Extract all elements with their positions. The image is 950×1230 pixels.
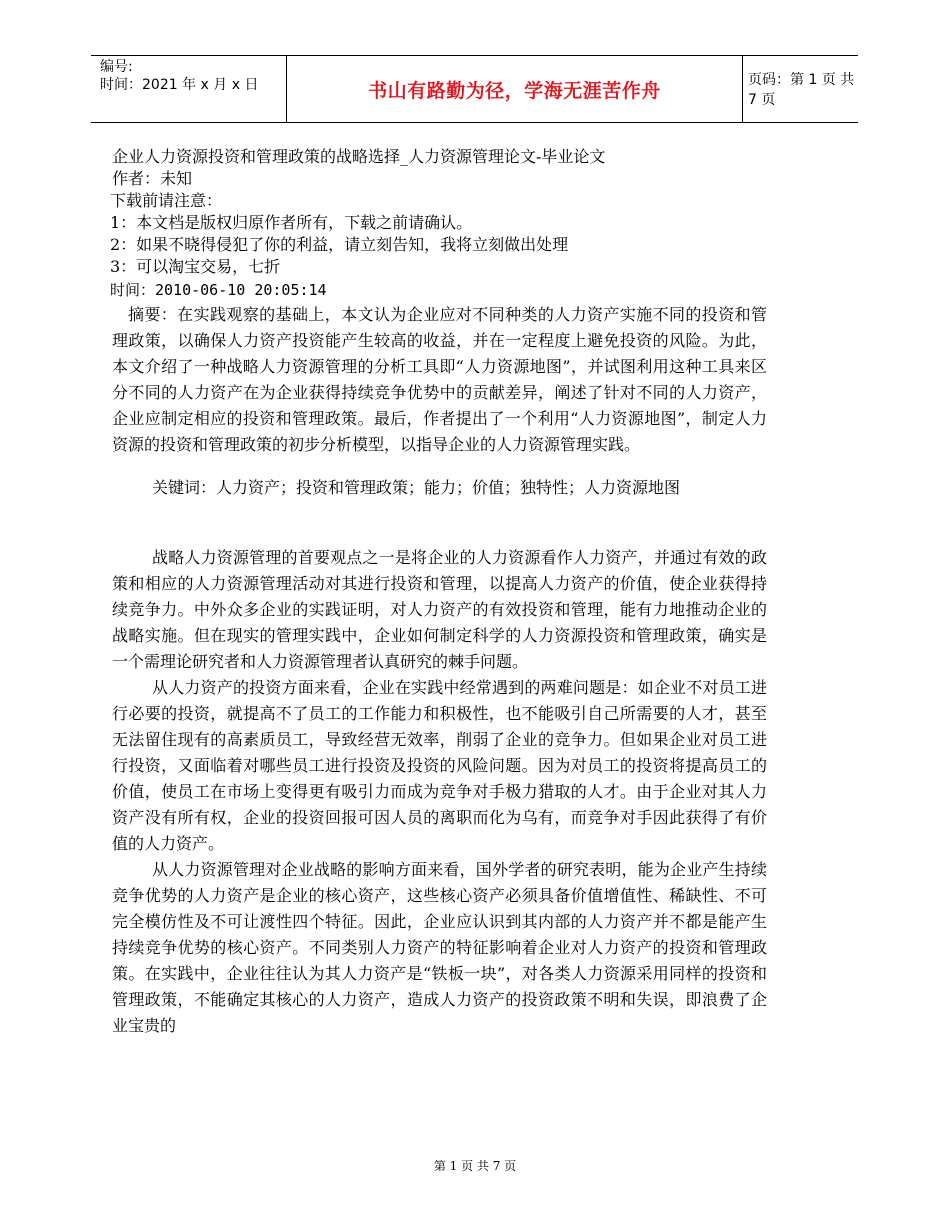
notice-item: 2：如果不晓得侵犯了你的利益，请立刻告知，我将立刻做出处理 bbox=[110, 235, 569, 254]
header-page-cell bbox=[742, 56, 858, 122]
body-paragraph: 从人力资源管理对企业战略的影响方面来看，国外学者的研究表明，能为企业产生持续竞争优势的人力资产是企业的核心资产，这些核心资产必须具备价值增值性、稀缺性、不可完全模仿性及不可让渡性四个特征。因此，企业应认识到其内部的人力资产并不都是能产生持续竞争优势的核心资产。不同类别人力资产的特征影响着企业对人力资产的投资和管理政策。在实践中，企业往往认为其人力资产是“铁板一块”，对各类人力资源采用同样的投资和管理政策，不能确定其核心的人力资产，造成人力资产的投资政策不明和失误，即浪费了企业宝贵的 bbox=[112, 860, 767, 1035]
page-header bbox=[91, 55, 858, 123]
body-paragraph: 从人力资产的投资方面来看，企业在实践中经常遇到的两难问题是：如企业不对员工进行必要的投资，就提高不了员工的工作能力和积极性，也不能吸引自己所需要的人才，甚至无法留住现有的高素质员工，导致经营无效率，削弱了企业的竞争力。但如果企业对员工进行投资，又面临着对哪些员工进行投资及投资的风险问题。因为对员工的投资将提高员工的价值，使员工在市场上变得更有吸引力而成为竞争对手极力猎取的人才。由于企业对其人力资产没有所有权，企业的投资回报可因人员的离职而化为乌有，而竞争对手因此获得了有价值的人力资产。 bbox=[112, 678, 767, 853]
doc-title: 企业人力资源投资和管理政策的战略选择_人力资源管理论文-毕业论文 bbox=[112, 147, 606, 166]
body-paragraph: 战略人力资源管理的首要观点之一是将企业的人力资源看作人力资产，并通过有效的政策和相应的人力资源管理活动对其进行投资和管理，以提高人力资产的价值，使企业获得持续竞争力。中外众多企业的实践证明，对人力资产的有效投资和管理，能有力地推动企业的战略实施。但在现实的管理实践中，企业如何制定科学的人力资源投资和管理政策，确实是一个需理论研究者和人力资源管理者认真研究的棘手问题。 bbox=[112, 548, 767, 671]
number-label: 编号: bbox=[100, 59, 133, 75]
abstract: 摘要：在实践观察的基础上，本文认为企业应对不同种类的人力资产实施不同的投资和管理政策，以确保人力资产投资能产生较高的收益，并在一定程度上避免投资的风险。为此，本文介绍了一种战略人力资源管理的分析工具即“人力资源地图”，并试图利用这种工具来区分不同的人力资产在为企业获得持续竞争优势中的贡献差异，阐述了针对不同的人力资产，企业应制定相应的投资和管理政策。最后，作者提出了一个利用“人力资源地图”，制定人力资源的投资和管理政策的初步分析模型，以指导企业的人力资源管理实践。 bbox=[112, 305, 767, 454]
time-label: 时间：2021 年 x 月 x 日 bbox=[100, 77, 259, 93]
page-footer: 第 1 页 共 7 页 bbox=[433, 1159, 517, 1173]
header-motto-cell bbox=[286, 56, 743, 122]
keywords: 关键词：人力资产；投资和管理政策；能力；价值；独特性；人力资源地图 bbox=[152, 478, 681, 497]
notice-item: 1：本文档是版权归原作者所有，下载之前请确认。 bbox=[110, 213, 473, 232]
doc-time: 时间：2010-06-10 20:05:14 bbox=[110, 281, 327, 299]
page-info: 页码：第 1 页 共 7 页 bbox=[748, 72, 855, 108]
doc-author: 作者：未知 bbox=[112, 169, 193, 188]
motto: 书山有路勤为径，学海无涯苦作舟 bbox=[368, 79, 661, 102]
notice-heading: 下载前请注意： bbox=[110, 191, 223, 210]
header-meta bbox=[91, 56, 286, 122]
document-body bbox=[112, 146, 767, 1039]
notice-item: 3：可以淘宝交易，七折 bbox=[110, 257, 281, 276]
